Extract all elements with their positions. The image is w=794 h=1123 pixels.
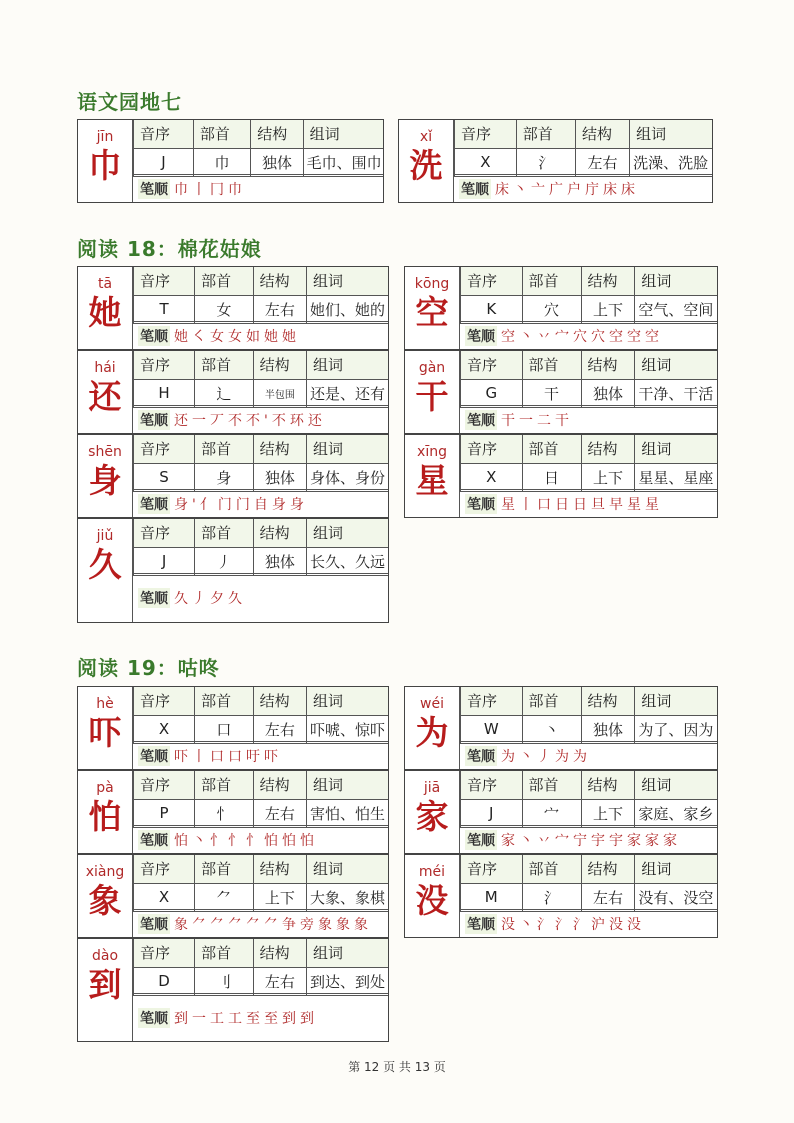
value-yinxu: J (134, 148, 194, 176)
stroke-order-sequence: 身'亻门门自身身 (174, 496, 308, 513)
stroke-order-sequence: 空丶丷宀穴穴空空空 (501, 328, 663, 345)
stroke-order-sequence: 床丶亠广户庁床床 (495, 181, 639, 198)
character: 身 (88, 461, 122, 500)
header-jiegou: 结构 (253, 351, 306, 379)
stroke-order-sequence: 象⺈⺈⺈⺈⺈争旁象象象 (174, 916, 372, 933)
header-jiegou: 结构 (253, 939, 306, 967)
value-jiegou: 左右 (581, 883, 635, 911)
char-info-table (460, 435, 717, 492)
header-bushou: 部首 (522, 435, 581, 463)
char-card (404, 266, 718, 350)
value-yinxu: X (455, 148, 517, 176)
value-bushou: 忄 (195, 799, 254, 827)
value-zuci: 家庭、家乡 (635, 799, 717, 827)
character: 她 (88, 293, 122, 332)
char-cell (405, 771, 460, 853)
char-card (77, 266, 389, 350)
value-jiegou: 左右 (576, 148, 630, 176)
char-card (77, 350, 389, 434)
value-bushou: 丶 (522, 715, 581, 743)
stroke-order-sequence: 还一丆不不'不环还 (174, 412, 326, 429)
value-yinxu: W (461, 715, 523, 743)
value-yinxu: P (134, 799, 195, 827)
pinyin: xīng (417, 444, 447, 460)
char-cell (78, 120, 133, 202)
stroke-order-row (133, 825, 388, 853)
char-info-table (460, 771, 717, 828)
stroke-order-label: 笔顺 (138, 179, 170, 199)
char-cell (78, 351, 133, 433)
stroke-order-sequence: 她㇛女女如她她 (174, 328, 300, 345)
header-jiegou: 结构 (581, 855, 635, 883)
stroke-order-row (460, 825, 717, 853)
header-zuci: 组词 (307, 351, 388, 379)
character: 没 (415, 881, 449, 920)
value-bushou: 穴 (522, 295, 581, 323)
char-card (77, 119, 384, 203)
char-card (404, 854, 718, 938)
value-bushou: 身 (195, 463, 254, 491)
header-jiegou: 结构 (581, 351, 635, 379)
pinyin: tā (97, 276, 113, 292)
header-zuci: 组词 (307, 519, 388, 547)
stroke-order-label: 笔顺 (138, 746, 170, 766)
header-yinxu: 音序 (455, 120, 517, 148)
header-bushou: 部首 (522, 351, 581, 379)
stroke-order-row (133, 993, 388, 1041)
stroke-order-sequence: 久丿夕久 (174, 591, 246, 607)
stroke-order-row (133, 174, 383, 202)
header-yinxu: 音序 (134, 519, 195, 547)
char-cell (405, 267, 460, 349)
header-jiegou: 结构 (253, 519, 306, 547)
char-info-table (133, 771, 388, 828)
value-zuci: 大象、象棋 (307, 883, 388, 911)
stroke-order-sequence: 怕丶忄忄忄怕怕怕 (174, 832, 318, 849)
header-yinxu: 音序 (134, 120, 194, 148)
value-bushou: 氵 (522, 883, 581, 911)
header-zuci: 组词 (307, 267, 388, 295)
pinyin: hái (94, 360, 116, 376)
char-info-table (460, 855, 717, 912)
stroke-order-sequence: 家丶丷宀宁宇宇家家家 (501, 832, 681, 849)
character: 到 (88, 965, 122, 1004)
header-bushou: 部首 (522, 687, 581, 715)
stroke-order-sequence: 到一工工至至到到 (174, 1010, 318, 1027)
header-jiegou: 结构 (251, 120, 303, 148)
value-zuci: 吓唬、惊吓 (307, 715, 388, 743)
header-yinxu: 音序 (134, 435, 195, 463)
value-jiegou: 上下 (581, 799, 635, 827)
value-yinxu: X (134, 715, 195, 743)
value-yinxu: J (461, 799, 523, 827)
value-zuci: 星星、星座 (635, 463, 717, 491)
pinyin: gàn (418, 360, 446, 376)
header-jiegou: 结构 (581, 435, 635, 463)
character: 为 (415, 713, 449, 752)
char-cell (405, 351, 460, 433)
stroke-order-label: 笔顺 (138, 914, 170, 934)
char-cell (78, 939, 133, 1041)
stroke-order-sequence: 星丨口日日旦早星星 (501, 496, 663, 513)
stroke-order-label: 笔顺 (465, 326, 497, 346)
stroke-order-label: 笔顺 (138, 588, 170, 608)
header-jiegou: 结构 (581, 687, 635, 715)
value-jiegou: 左右 (253, 967, 306, 995)
header-yinxu: 音序 (134, 771, 195, 799)
char-card (77, 938, 389, 1042)
header-jiegou: 结构 (253, 771, 306, 799)
stroke-order-label: 笔顺 (138, 326, 170, 346)
header-yinxu: 音序 (461, 687, 523, 715)
char-cell (78, 687, 133, 769)
stroke-order-label: 笔顺 (465, 494, 497, 514)
header-zuci: 组词 (635, 855, 717, 883)
value-zuci: 为了、因为 (635, 715, 717, 743)
value-jiegou: 独体 (253, 547, 306, 575)
value-jiegou: 上下 (253, 883, 306, 911)
header-yinxu: 音序 (134, 855, 195, 883)
value-zuci: 洗澡、洗脸 (630, 148, 712, 176)
char-info-table (460, 687, 717, 744)
header-bushou: 部首 (195, 435, 254, 463)
value-zuci: 身体、身份 (307, 463, 388, 491)
value-yinxu: H (134, 379, 195, 407)
value-bushou: ⺈ (195, 883, 254, 911)
header-yinxu: 音序 (461, 855, 523, 883)
stroke-order-row (460, 489, 717, 517)
value-zuci: 没有、没空 (635, 883, 717, 911)
stroke-order-sequence: 巾丨冂巾 (174, 181, 246, 198)
char-card (404, 770, 718, 854)
stroke-order-label: 笔顺 (138, 1008, 170, 1028)
header-bushou: 部首 (195, 939, 254, 967)
header-yinxu: 音序 (134, 687, 195, 715)
header-zuci: 组词 (303, 120, 383, 148)
section-title-reading-19: 阅读 19：咕咚 (77, 656, 220, 680)
char-cell (78, 267, 133, 349)
value-zuci: 害怕、怕生 (307, 799, 388, 827)
char-info-table (460, 351, 717, 408)
char-cell (405, 855, 460, 937)
header-bushou: 部首 (193, 120, 250, 148)
stroke-order-row (454, 174, 712, 202)
value-jiegou: 上下 (581, 463, 635, 491)
value-bushou: 女 (195, 295, 254, 323)
char-card (404, 686, 718, 770)
stroke-order-row (133, 741, 388, 769)
pinyin: jiā (423, 780, 441, 796)
stroke-order-sequence: 为丶丿为为 (501, 748, 591, 765)
char-card (77, 686, 389, 770)
header-bushou: 部首 (522, 855, 581, 883)
stroke-order-row (133, 405, 388, 433)
header-zuci: 组词 (307, 939, 388, 967)
stroke-order-label: 笔顺 (138, 494, 170, 514)
char-info-table (133, 120, 383, 177)
pinyin: méi (418, 864, 446, 880)
pinyin: dào (91, 948, 119, 964)
pinyin: wéi (420, 696, 444, 712)
pinyin: xǐ (419, 129, 433, 145)
stroke-order-row (460, 321, 717, 349)
header-bushou: 部首 (195, 687, 254, 715)
header-zuci: 组词 (307, 687, 388, 715)
header-yinxu: 音序 (461, 435, 523, 463)
stroke-order-label: 笔顺 (465, 410, 497, 430)
character: 还 (88, 377, 122, 416)
value-bushou: 丿 (195, 547, 254, 575)
stroke-order-row (460, 909, 717, 937)
header-bushou: 部首 (195, 519, 254, 547)
value-zuci: 长久、久远 (307, 547, 388, 575)
header-zuci: 组词 (307, 771, 388, 799)
stroke-order-label: 笔顺 (465, 830, 497, 850)
char-cell (399, 120, 454, 202)
value-jiegou: 左右 (253, 715, 306, 743)
value-yinxu: S (134, 463, 195, 491)
char-cell (78, 519, 133, 622)
value-yinxu: T (134, 295, 195, 323)
header-jiegou: 结构 (581, 267, 635, 295)
header-yinxu: 音序 (461, 267, 523, 295)
value-zuci: 还是、还有 (307, 379, 388, 407)
header-zuci: 组词 (635, 771, 717, 799)
header-bushou: 部首 (516, 120, 575, 148)
char-info-table (133, 939, 388, 996)
character: 星 (415, 461, 449, 500)
header-zuci: 组词 (307, 855, 388, 883)
value-zuci: 干净、干活 (635, 379, 717, 407)
header-yinxu: 音序 (134, 351, 195, 379)
stroke-order-label: 笔顺 (465, 746, 497, 766)
value-yinxu: M (461, 883, 523, 911)
stroke-order-row (460, 741, 717, 769)
header-jiegou: 结构 (253, 267, 306, 295)
char-info-table (454, 120, 712, 177)
header-zuci: 组词 (307, 435, 388, 463)
value-yinxu: X (134, 883, 195, 911)
stroke-order-row (133, 573, 388, 622)
page-footer: 第 12 页 共 13 页 (348, 1060, 446, 1074)
stroke-order-row (133, 489, 388, 517)
value-yinxu: J (134, 547, 195, 575)
character: 洗 (409, 146, 443, 185)
stroke-order-sequence: 没丶氵氵氵沪没没 (501, 916, 645, 933)
header-zuci: 组词 (635, 687, 717, 715)
char-cell (405, 435, 460, 517)
stroke-order-label: 笔顺 (459, 179, 491, 199)
header-bushou: 部首 (195, 855, 254, 883)
pinyin: xiàng (85, 864, 125, 880)
header-zuci: 组词 (635, 267, 717, 295)
char-card (404, 434, 718, 518)
header-yinxu: 音序 (134, 267, 195, 295)
stroke-order-sequence: 吓丨口口吁吓 (174, 748, 282, 765)
char-card (77, 518, 389, 623)
value-bushou: 巾 (193, 148, 250, 176)
section-title-reading-18: 阅读 18：棉花姑娘 (77, 237, 262, 261)
value-zuci: 毛巾、围巾 (303, 148, 383, 176)
char-info-table (133, 351, 388, 408)
character: 久 (88, 545, 122, 584)
header-yinxu: 音序 (461, 771, 523, 799)
character: 象 (88, 881, 122, 920)
char-info-table (133, 687, 388, 744)
stroke-order-row (460, 405, 717, 433)
stroke-order-row (133, 909, 388, 937)
header-bushou: 部首 (195, 267, 254, 295)
stroke-order-sequence: 干一二干 (501, 412, 573, 429)
header-bushou: 部首 (522, 771, 581, 799)
char-card (398, 119, 713, 203)
stroke-order-label: 笔顺 (138, 410, 170, 430)
header-zuci: 组词 (630, 120, 712, 148)
char-info-table (133, 855, 388, 912)
value-bushou: 干 (522, 379, 581, 407)
char-cell (405, 687, 460, 769)
char-card (77, 854, 389, 938)
header-jiegou: 结构 (253, 687, 306, 715)
value-jiegou: 独体 (581, 379, 635, 407)
value-yinxu: K (461, 295, 523, 323)
value-jiegou: 独体 (251, 148, 303, 176)
character: 吓 (88, 713, 122, 752)
pinyin: pà (96, 780, 114, 796)
character: 干 (415, 377, 449, 416)
pinyin: shēn (88, 444, 122, 460)
char-info-table (133, 267, 388, 324)
character: 空 (415, 293, 449, 332)
value-jiegou: 左右 (253, 295, 306, 323)
pinyin: hè (96, 696, 114, 712)
character: 巾 (88, 146, 122, 185)
value-jiegou: 左右 (253, 799, 306, 827)
character: 家 (415, 797, 449, 836)
value-bushou: 宀 (522, 799, 581, 827)
char-cell (78, 855, 133, 937)
value-jiegou: 上下 (581, 295, 635, 323)
stroke-order-label: 笔顺 (465, 914, 497, 934)
header-bushou: 部首 (522, 267, 581, 295)
value-yinxu: D (134, 967, 195, 995)
pinyin: jiǔ (96, 528, 114, 544)
value-jiegou: 独体 (581, 715, 635, 743)
char-card (77, 770, 389, 854)
value-yinxu: G (461, 379, 523, 407)
header-zuci: 组词 (635, 351, 717, 379)
value-zuci: 她们、她的 (307, 295, 388, 323)
character: 怕 (88, 797, 122, 836)
header-jiegou: 结构 (253, 435, 306, 463)
header-bushou: 部首 (195, 771, 254, 799)
header-jiegou: 结构 (581, 771, 635, 799)
char-cell (78, 435, 133, 517)
value-bushou: 日 (522, 463, 581, 491)
char-card (77, 434, 389, 518)
pinyin: kōng (414, 276, 450, 292)
header-jiegou: 结构 (253, 855, 306, 883)
value-jiegou: 半包围 (253, 379, 306, 407)
char-info-table (133, 519, 388, 576)
value-zuci: 空气、空间 (635, 295, 717, 323)
value-yinxu: X (461, 463, 523, 491)
char-info-table (460, 267, 717, 324)
stroke-order-label: 笔顺 (138, 830, 170, 850)
header-zuci: 组词 (635, 435, 717, 463)
value-jiegou: 独体 (253, 463, 306, 491)
char-card (404, 350, 718, 434)
section-title-yuwen-yuandi-7: 语文园地七 (77, 90, 182, 114)
value-bushou: 辶 (195, 379, 254, 407)
pinyin: jīn (96, 129, 114, 145)
char-info-table (133, 435, 388, 492)
header-yinxu: 音序 (134, 939, 195, 967)
stroke-order-row (133, 321, 388, 349)
header-yinxu: 音序 (461, 351, 523, 379)
value-bushou: 口 (195, 715, 254, 743)
char-cell (78, 771, 133, 853)
value-zuci: 到达、到处 (307, 967, 388, 995)
value-bushou: 氵 (516, 148, 575, 176)
value-bushou: 刂 (195, 967, 254, 995)
header-bushou: 部首 (195, 351, 254, 379)
header-jiegou: 结构 (576, 120, 630, 148)
